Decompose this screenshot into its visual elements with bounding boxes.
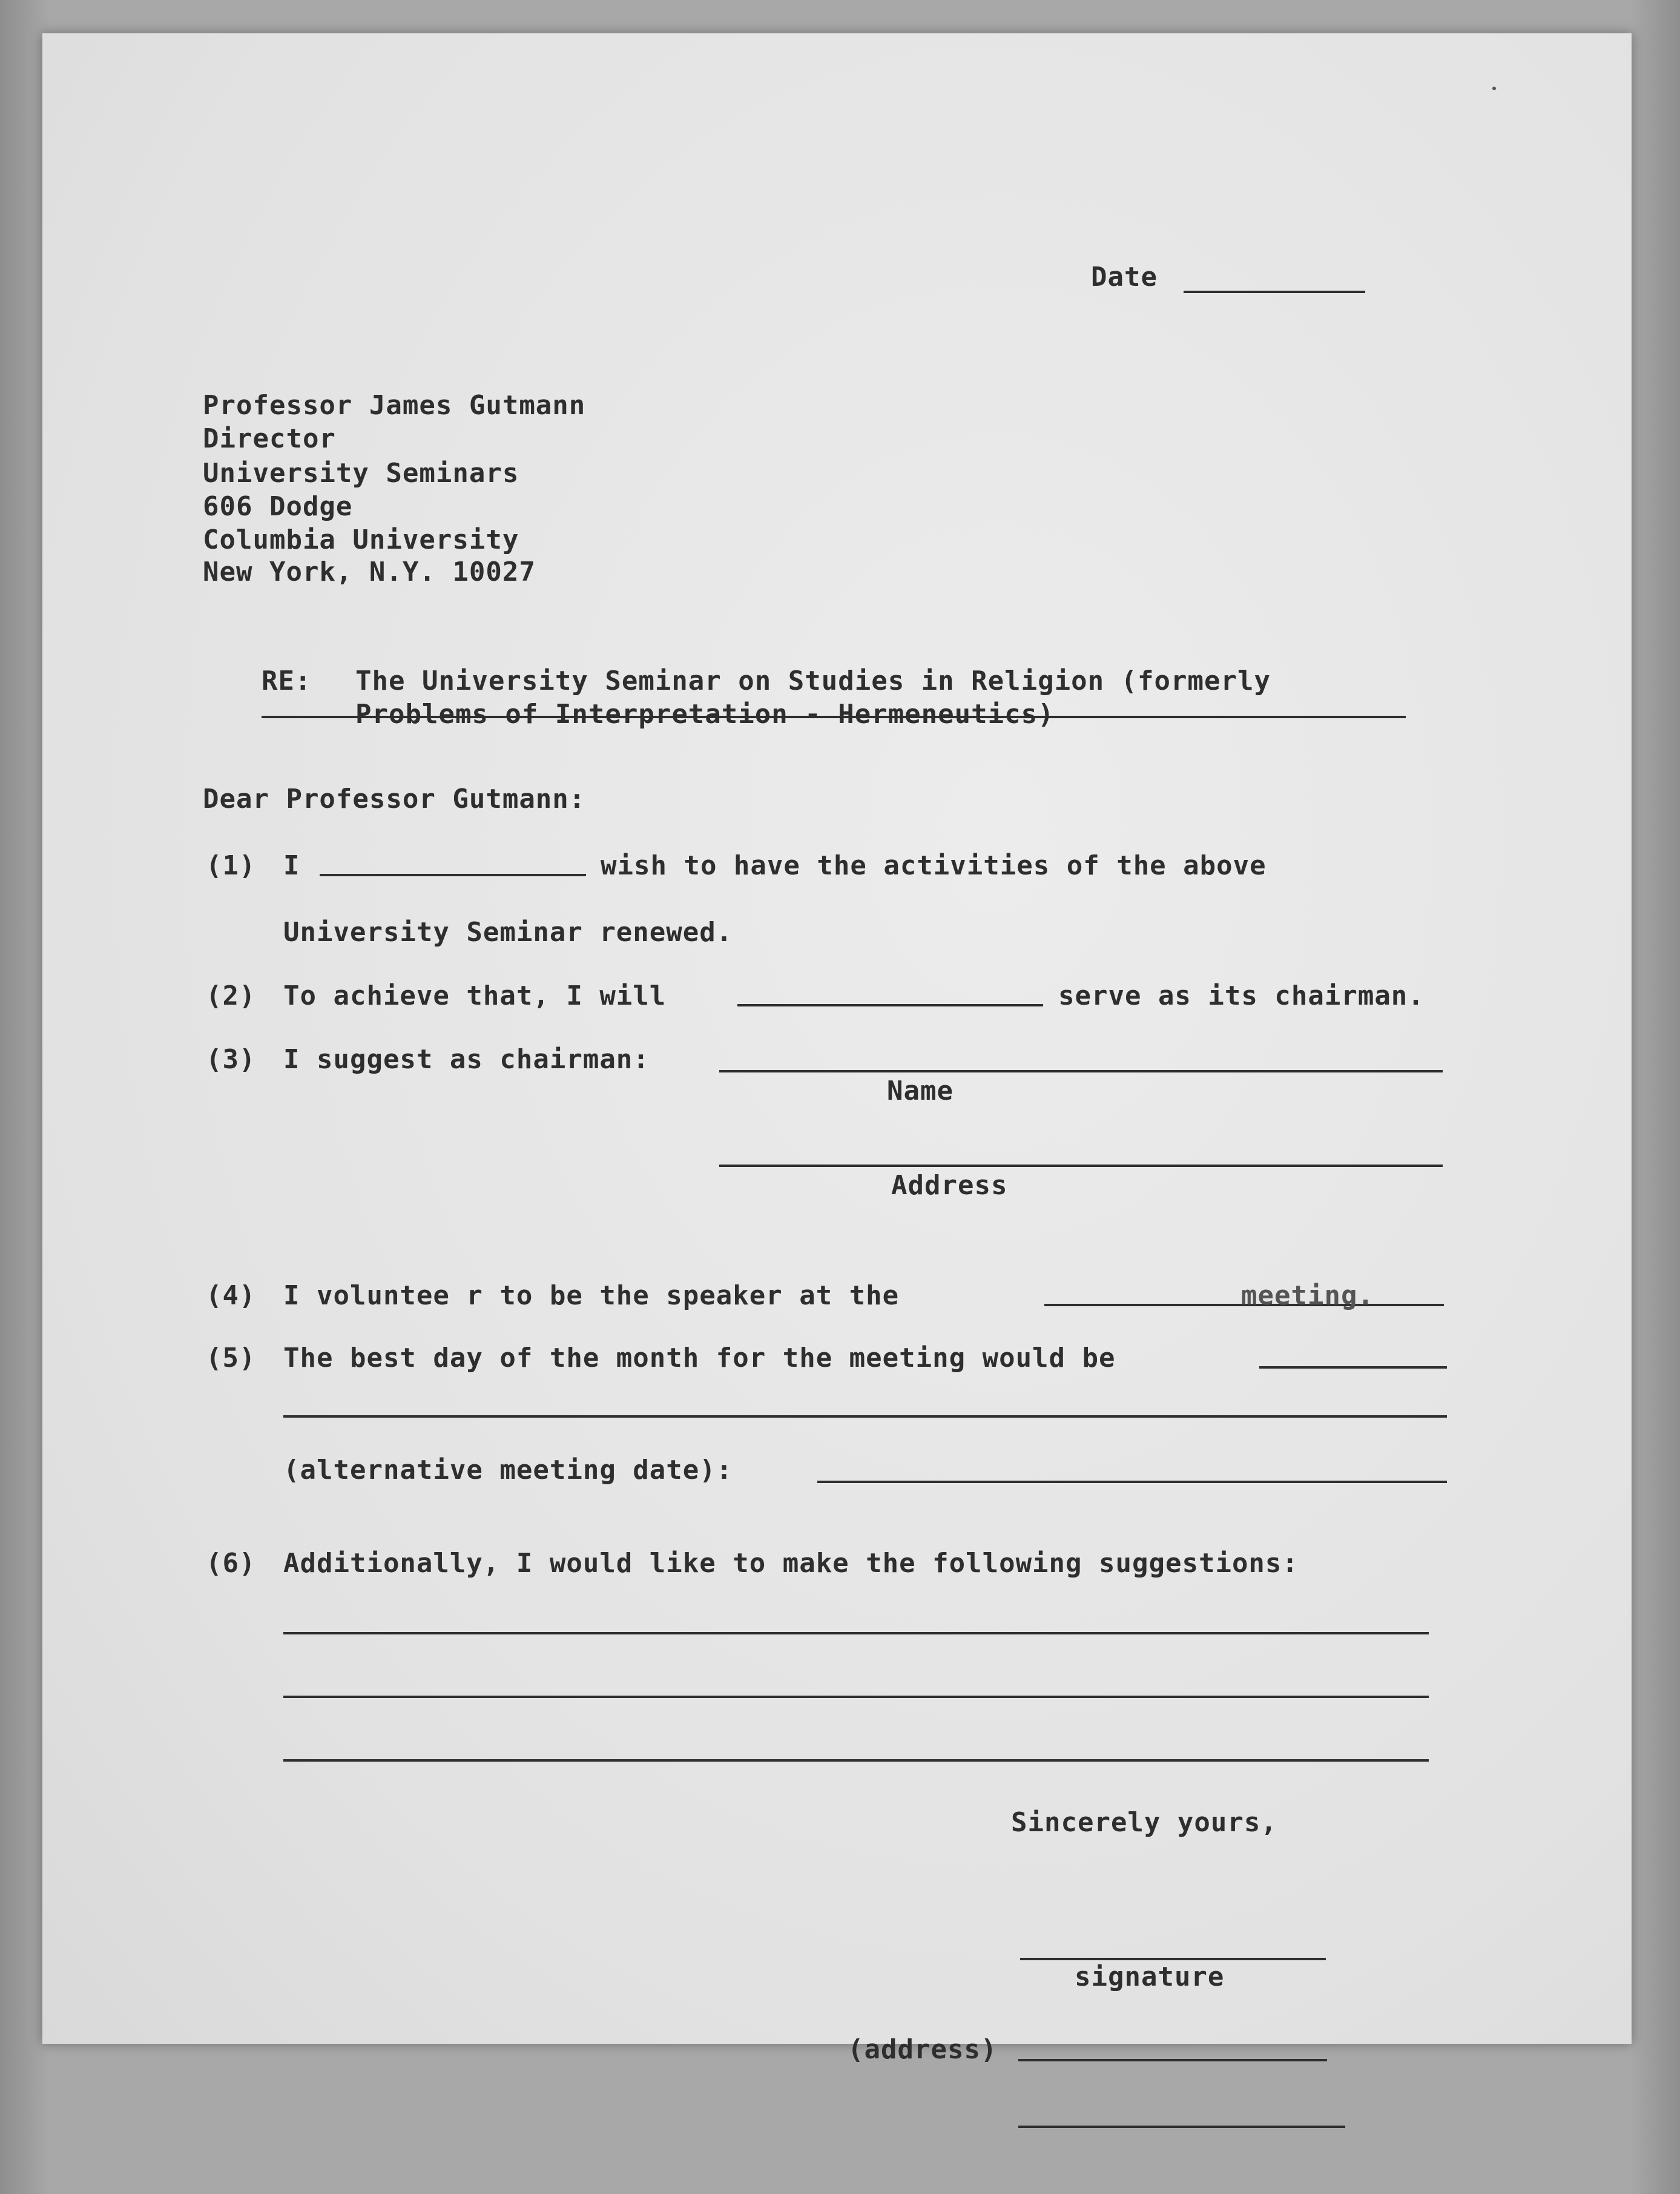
item-5-alt-label: (alternative meeting date):: [283, 1455, 733, 1485]
item-5-number: (5): [206, 1343, 256, 1373]
item-1-number: (1): [206, 850, 256, 881]
item-1-blank[interactable]: [320, 874, 586, 876]
address-label: (address): [848, 2034, 998, 2065]
scan-speck: [1492, 87, 1496, 90]
item-6-suggestion-line-2[interactable]: [283, 1696, 1429, 1698]
item-3-text-a: I suggest as chairman:: [283, 1044, 650, 1075]
item-5-text-a: The best day of the month for the meeting would be: [283, 1343, 1116, 1373]
item-3-address-field[interactable]: [719, 1165, 1443, 1167]
item-6-number: (6): [206, 1548, 256, 1579]
signature-field[interactable]: [1020, 1958, 1326, 1960]
item-3-number: (3): [206, 1044, 256, 1075]
item-5-blank[interactable]: [1259, 1366, 1447, 1369]
item-5-alt-field[interactable]: [817, 1481, 1447, 1483]
re-line-2: Problems of Interpretation - Hermeneutics): [355, 699, 1055, 730]
address-field-2[interactable]: [1018, 2126, 1345, 2128]
item-3-address-label: Address: [891, 1170, 1008, 1201]
date-label: Date: [1091, 262, 1158, 292]
item-4-text-a: I voluntee r to be the speaker at the: [283, 1280, 900, 1311]
recipient-name: Professor James Gutmann: [203, 390, 586, 421]
form-letter-page: [42, 33, 1632, 2065]
re-underline: [262, 716, 1406, 718]
recipient-university: Columbia University: [203, 524, 519, 555]
item-6-suggestion-line-3[interactable]: [283, 1759, 1429, 1762]
item-1-text-b: wish to have the activities of the above: [601, 850, 1267, 881]
item-6-suggestion-line-1[interactable]: [283, 1632, 1429, 1634]
address-field-1[interactable]: [1018, 2059, 1327, 2061]
recipient-city: New York, N.Y. 10027: [203, 557, 536, 587]
signature-label: signature: [1075, 1961, 1225, 1992]
item-2-text-a: To achieve that, I will: [283, 980, 667, 1011]
item-2-text-b: serve as its chairman.: [1058, 980, 1425, 1011]
item-1-text-a: I: [283, 850, 300, 881]
item-3-name-field[interactable]: [719, 1070, 1443, 1072]
recipient-org: University Seminars: [203, 458, 519, 489]
recipient-title: Director: [203, 423, 336, 454]
item-5-continuation-field[interactable]: [283, 1415, 1447, 1418]
item-1-text-c: University Seminar renewed.: [283, 917, 733, 948]
recipient-room: 606 Dodge: [203, 491, 353, 522]
re-line-1: The University Seminar on Studies in Religion (formerly: [355, 666, 1271, 696]
closing: Sincerely yours,: [1011, 1807, 1277, 1838]
item-2-number: (2): [206, 980, 256, 1011]
re-prefix: RE:: [262, 666, 312, 696]
item-6-text-a: Additionally, I would like to make the following suggestions:: [283, 1548, 1299, 1579]
date-field[interactable]: [1184, 291, 1365, 293]
salutation: Dear Professor Gutmann:: [203, 784, 586, 814]
item-4-number: (4): [206, 1280, 256, 1311]
item-2-blank[interactable]: [737, 1004, 1043, 1006]
item-4-text-b: meeting.: [1241, 1280, 1374, 1311]
item-3-name-label: Name: [887, 1076, 954, 1106]
